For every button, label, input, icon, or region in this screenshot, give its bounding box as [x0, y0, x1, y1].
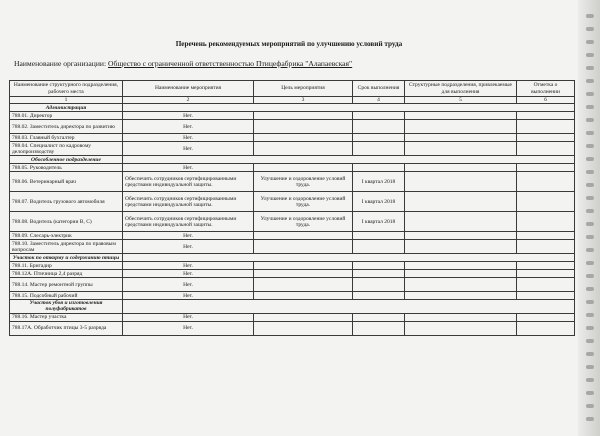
binding-hole — [586, 14, 594, 18]
table-cell — [405, 240, 517, 254]
table-cell — [517, 232, 575, 240]
binding-hole — [586, 261, 594, 265]
binding-hole — [586, 391, 594, 395]
table-cell — [353, 240, 405, 254]
table-cell — [405, 134, 517, 142]
table-cell — [517, 212, 575, 232]
table-cell: Нет. — [123, 262, 254, 270]
header-cell: Цель мероприятия — [254, 81, 353, 97]
table-cell — [405, 212, 517, 232]
binding-hole — [586, 92, 594, 96]
binding-hole — [586, 274, 594, 278]
table-cell — [517, 192, 575, 212]
table-row — [10, 120, 575, 134]
binding-hole — [586, 131, 594, 135]
table-cell — [254, 292, 353, 300]
table-row — [10, 321, 575, 335]
binding-hole — [586, 66, 594, 70]
table-cell: 788.05. Руководитель — [10, 164, 123, 172]
binding-hole — [586, 105, 594, 109]
measures-table — [9, 80, 575, 336]
table-cell — [405, 164, 517, 172]
table-cell — [405, 232, 517, 240]
binding-hole — [586, 196, 594, 200]
table-cell — [405, 142, 517, 156]
table-cell — [517, 164, 575, 172]
table-cell: Нет. — [123, 313, 254, 321]
header-cell: Срок выполнения — [353, 81, 405, 97]
table-cell: 788.17А. Обработчик птицы 3-5 разряда — [10, 321, 123, 335]
table-cell: 788.03. Главный бухгалтер — [10, 134, 123, 142]
table-cell — [517, 292, 575, 300]
binding-edge — [578, 0, 600, 436]
table-cell — [405, 120, 517, 134]
table-cell: Улучшение и оздоровление условий труда. — [254, 192, 353, 212]
header-cell: Структурные подразделения, привлекаемые для выполнения — [405, 81, 517, 97]
binding-hole — [586, 235, 594, 239]
table-row — [10, 232, 575, 240]
binding-hole — [586, 248, 594, 252]
table-row — [10, 240, 575, 254]
table-cell — [353, 270, 405, 278]
table-cell: Обеспечить сотрудников сертифицированными средствами индивидуальной защиты. — [123, 192, 254, 212]
table-cell — [405, 278, 517, 292]
section-title: Участок по откорму и содержанию птицы — [10, 254, 123, 262]
section-empty-cell — [123, 156, 575, 164]
section-row — [10, 104, 575, 112]
section-title: Администрация — [10, 104, 123, 112]
table-cell — [254, 142, 353, 156]
binding-hole — [586, 79, 594, 83]
table-cell — [353, 142, 405, 156]
table-cell: 788.01. Директор — [10, 112, 123, 120]
table-cell — [254, 278, 353, 292]
table-cell: Нет. — [123, 270, 254, 278]
table-header-row — [10, 81, 575, 97]
table-row — [10, 278, 575, 292]
binding-hole — [586, 144, 594, 148]
table-cell: 788.04. Специалист по кадровому делопроизводству — [10, 142, 123, 156]
table-cell — [353, 232, 405, 240]
binding-hole — [586, 352, 594, 356]
section-empty-cell — [123, 300, 575, 313]
table-cell — [353, 120, 405, 134]
table-cell — [353, 292, 405, 300]
table-cell — [405, 270, 517, 278]
binding-hole — [586, 417, 594, 421]
table-row — [10, 212, 575, 232]
table-cell — [353, 134, 405, 142]
binding-hole — [586, 53, 594, 57]
section-empty-cell — [123, 254, 575, 262]
table-cell: Нет. — [123, 321, 254, 335]
section-row — [10, 300, 575, 313]
table-cell — [254, 270, 353, 278]
binding-hole — [586, 209, 594, 213]
table-cell — [517, 112, 575, 120]
table-row — [10, 142, 575, 156]
table-cell — [517, 270, 575, 278]
header-cell: Наименование структурного подразделения, рабочего места — [10, 81, 123, 97]
organization-line — [14, 59, 352, 68]
document-title: Перечень рекомендуемых мероприятий по улучшению условий труда — [175, 40, 403, 48]
table-cell — [517, 321, 575, 335]
organization-name: Общество с ограниченной ответственностью Птицефабрика "Алапаевская" — [108, 59, 353, 68]
table-cell — [405, 112, 517, 120]
table-cell — [353, 112, 405, 120]
table-cell — [254, 112, 353, 120]
table-cell — [517, 240, 575, 254]
binding-hole — [586, 378, 594, 382]
table-cell: I квартал 2018 — [353, 192, 405, 212]
table-row — [10, 292, 575, 300]
table-cell: Нет. — [123, 164, 254, 172]
table-row — [10, 313, 575, 321]
header-cell: Отметка о выполнении — [517, 81, 575, 97]
organization-label: Наименование организации: — [14, 59, 107, 68]
table-cell — [405, 292, 517, 300]
table-row — [10, 192, 575, 212]
binding-hole — [586, 404, 594, 408]
table-cell — [405, 313, 517, 321]
table-cell: 788.16. Мастер участка — [10, 313, 123, 321]
table-cell: Обеспечить сотрудников сертифицированными средствами индивидуальной защиты. — [123, 172, 254, 192]
table-cell — [517, 172, 575, 192]
section-title: Обособленное подразделение — [10, 156, 123, 164]
table-cell: Нет. — [123, 240, 254, 254]
binding-hole — [586, 365, 594, 369]
table-cell — [405, 321, 517, 335]
table-cell: I квартал 2018 — [353, 172, 405, 192]
table-row — [10, 112, 575, 120]
binding-hole — [586, 287, 594, 291]
column-number: 1 — [10, 97, 123, 104]
table-cell: Нет. — [123, 142, 254, 156]
table-cell: I квартал 2018 — [353, 212, 405, 232]
binding-hole — [586, 300, 594, 304]
table-cell — [353, 321, 405, 335]
table-cell: 788.12А. Птичница 2,4 разряд — [10, 270, 123, 278]
binding-hole — [586, 170, 594, 174]
table-cell — [353, 313, 405, 321]
table-cell — [405, 192, 517, 212]
table-cell: Обеспечить сотрудников сертифицированными средствами индивидуальной защиты. — [123, 212, 254, 232]
table-cell: 788.08. Водитель (категории B, C) — [10, 212, 123, 232]
table-row — [10, 172, 575, 192]
section-empty-cell — [123, 104, 575, 112]
binding-hole — [586, 118, 594, 122]
table-cell — [517, 262, 575, 270]
table-cell: 788.07. Водитель грузового автомобиля — [10, 192, 123, 212]
column-number: 6 — [517, 97, 575, 104]
table-cell: 788.14. Мастер ремонтной группы — [10, 278, 123, 292]
table-cell: Нет. — [123, 278, 254, 292]
table-cell — [254, 164, 353, 172]
table-cell — [517, 313, 575, 321]
binding-hole — [586, 326, 594, 330]
header-cell: Наименование мероприятия — [123, 81, 254, 97]
binding-hole — [586, 339, 594, 343]
table-row — [10, 270, 575, 278]
table-cell — [254, 262, 353, 270]
column-number: 5 — [405, 97, 517, 104]
table-cell — [405, 262, 517, 270]
column-number: 3 — [254, 97, 353, 104]
table-cell: Нет. — [123, 112, 254, 120]
table-cell — [254, 240, 353, 254]
table-body — [10, 104, 575, 335]
binding-hole — [586, 40, 594, 44]
table-cell: 788.15. Подсобный рабочий — [10, 292, 123, 300]
table-cell: 788.09. Слесарь-электрик — [10, 232, 123, 240]
table-row — [10, 164, 575, 172]
column-number-row — [10, 97, 575, 104]
table-cell: Нет. — [123, 134, 254, 142]
section-row — [10, 156, 575, 164]
table-cell — [405, 172, 517, 192]
table-cell — [353, 164, 405, 172]
table-cell — [254, 321, 353, 335]
binding-hole — [586, 313, 594, 317]
table-cell: Улучшение и оздоровление условий труда. — [254, 172, 353, 192]
column-number: 2 — [123, 97, 254, 104]
table-cell — [353, 278, 405, 292]
table-cell — [517, 120, 575, 134]
binding-hole — [586, 157, 594, 161]
table-cell: 788.06. Ветеринарный врач — [10, 172, 123, 192]
binding-hole — [586, 27, 594, 31]
table-cell — [517, 278, 575, 292]
binding-hole — [586, 222, 594, 226]
table-cell — [254, 232, 353, 240]
binding-hole — [586, 183, 594, 187]
table-cell: Нет. — [123, 292, 254, 300]
table-cell — [254, 313, 353, 321]
table-cell: Улучшение и оздоровление условий труда. — [254, 212, 353, 232]
table-cell: 788.02. Заместитель директора по развитию — [10, 120, 123, 134]
table-row — [10, 262, 575, 270]
section-row — [10, 254, 575, 262]
section-title: Участок убоя и изготовления полуфабрикатов — [10, 300, 123, 313]
table-cell — [517, 134, 575, 142]
column-number: 4 — [353, 97, 405, 104]
table-cell — [517, 142, 575, 156]
table-row — [10, 134, 575, 142]
table-cell — [254, 134, 353, 142]
table-cell — [254, 120, 353, 134]
table-cell: Нет. — [123, 120, 254, 134]
table-cell: Нет. — [123, 232, 254, 240]
table-cell — [353, 262, 405, 270]
table-cell: 788.10. Заместитель директора по правовым вопросам — [10, 240, 123, 254]
table-cell: 788.11. Бригадир — [10, 262, 123, 270]
